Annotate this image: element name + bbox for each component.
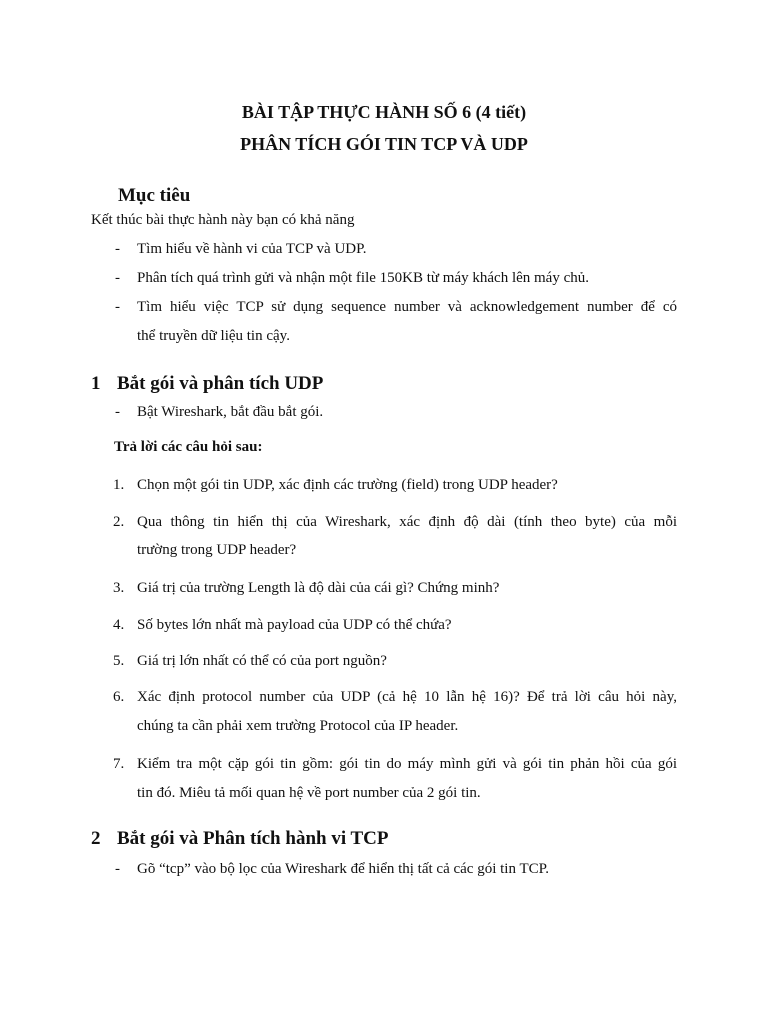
question-number: 2. — [113, 514, 125, 530]
question-text: Xác định protocol number của UDP (cả hệ 10 lẫn hệ 16)? Để trả lời câu hỏi này, — [137, 689, 677, 705]
section1-heading — [91, 372, 323, 396]
section1-number: 1 — [91, 373, 101, 394]
section1-bullet: Bật Wireshark, bắt đầu bắt gói. — [137, 404, 324, 420]
questions-heading: Trả lời các câu hỏi sau: — [114, 439, 263, 455]
section2-number: 2 — [91, 828, 101, 849]
objective-item: Tìm hiểu về hành vi của TCP và UDP. — [137, 241, 367, 257]
question-number: 6. — [113, 689, 125, 705]
question-number: 3. — [113, 580, 125, 596]
section1-title: Bắt gói và phân tích UDP — [117, 373, 324, 394]
question-number: 1. — [113, 477, 125, 493]
question-text-continuation: chúng ta cần phải xem trường Protocol của IP header. — [137, 718, 459, 734]
objective-item-continuation: thể truyền dữ liệu tin cậy. — [137, 328, 290, 344]
objective-item: Tìm hiểu việc TCP sử dụng sequence number và acknowledgement number để có — [137, 299, 677, 315]
objective-item: Phân tích quá trình gửi và nhận một file 150KB từ máy khách lên máy chủ. — [137, 270, 589, 286]
question-text: Chọn một gói tin UDP, xác định các trường (field) trong UDP header? — [137, 477, 558, 493]
question-number: 5. — [113, 653, 125, 669]
bullet-marker: - — [115, 270, 120, 286]
question-text: Giá trị lớn nhất có thể có của port nguồn? — [137, 653, 387, 669]
section2-title: Bắt gói và Phân tích hành vi TCP — [117, 828, 389, 849]
question-text-continuation: trường trong UDP header? — [137, 542, 297, 558]
bullet-marker: - — [115, 861, 120, 877]
document-title-line1: BÀI TẬP THỰC HÀNH SỐ 6 (4 tiết) — [241, 102, 527, 122]
question-text: Số bytes lớn nhất mà payload của UDP có thể chứa? — [137, 617, 452, 633]
document-title-line2: PHÂN TÍCH GÓI TIN TCP VÀ UDP — [240, 134, 528, 154]
question-number: 7. — [113, 756, 125, 772]
bullet-marker: - — [115, 241, 120, 257]
question-number: 4. — [113, 617, 125, 633]
objectives-heading: Mục tiêu — [118, 185, 191, 206]
question-text: Qua thông tin hiển thị của Wireshark, xác định độ dài (tính theo byte) của mỗi — [137, 514, 677, 530]
question-text-continuation: tin đó. Miêu tả mối quan hệ về port number của 2 gói tin. — [137, 785, 481, 801]
objectives-intro: Kết thúc bài thực hành này bạn có khả năng — [91, 212, 355, 228]
bullet-marker: - — [115, 299, 120, 315]
bullet-marker: - — [115, 404, 120, 420]
question-text: Kiểm tra một cặp gói tin gồm: gói tin do máy mình gửi và gói tin phản hồi của gói — [137, 756, 677, 772]
section2-heading — [91, 827, 389, 851]
question-text: Giá trị của trường Length là độ dài của cái gì? Chứng minh? — [137, 580, 500, 596]
section2-bullet: Gõ “tcp” vào bộ lọc của Wireshark để hiển thị tất cả các gói tin TCP. — [137, 861, 550, 877]
